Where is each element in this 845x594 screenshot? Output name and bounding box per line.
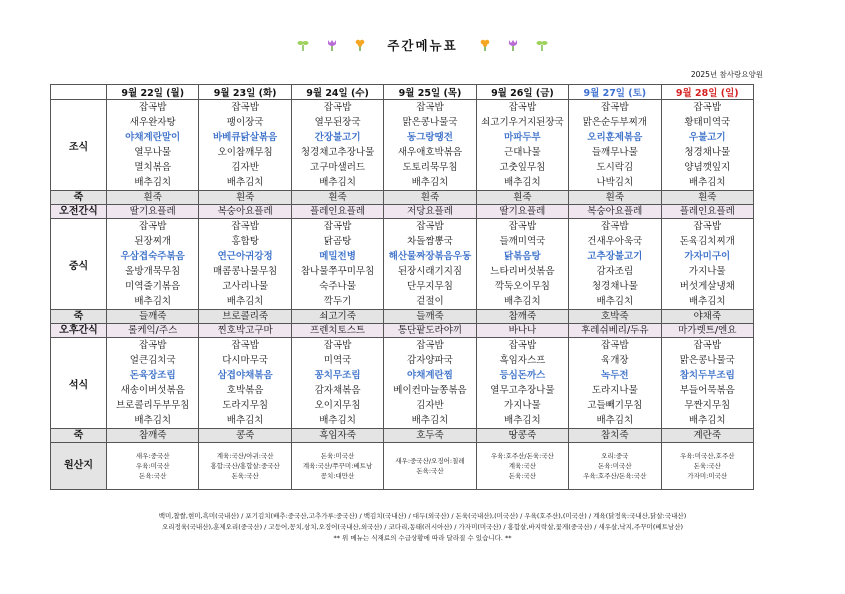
menu-item: 브로콜리두부무침 — [116, 400, 190, 411]
menu-item: 배추김치 — [226, 415, 264, 426]
main-dish: 마파두부 — [504, 132, 541, 143]
menu-item: 맑은콩나물국 — [402, 117, 458, 128]
origin-line: 새우:중국산/오징어:칠레 — [395, 457, 465, 465]
meal-cell — [291, 338, 383, 429]
menu-item: 흰죽 — [107, 191, 199, 205]
menu-item: 콩죽 — [199, 429, 291, 443]
origin-line: 우육:미국산,호주산 — [680, 452, 735, 460]
menu-item: 단무지무침 — [407, 281, 453, 292]
menu-item: 나박김치 — [596, 177, 634, 188]
origin-line: 돈육:국산 — [139, 472, 167, 480]
menu-item: 호박죽 — [569, 310, 661, 324]
menu-item: 감자조림 — [596, 266, 634, 277]
origin-line: 꽁치:대만산 — [320, 472, 355, 480]
menu-item: 통단팥도라야끼 — [384, 324, 476, 338]
main-dish: 야채계란말이 — [125, 132, 181, 143]
menu-item: 흑임자스프 — [499, 355, 546, 366]
main-dish: 오리훈제볶음 — [587, 132, 643, 143]
row-label-lunch: 중식 — [51, 219, 107, 310]
menu-item: 얼큰김치국 — [129, 355, 176, 366]
tulip-icon — [506, 38, 520, 52]
main-dish: 연근아귀강정 — [217, 251, 273, 262]
menu-item: 도라지무침 — [222, 400, 269, 411]
meal-cell — [107, 219, 199, 310]
menu-item: 오이참깨무침 — [217, 147, 273, 158]
menu-item: 쇠고기우거지된장국 — [481, 117, 564, 128]
menu-item: 참치죽 — [569, 429, 661, 443]
meal-cell — [661, 100, 753, 191]
menu-item: 부들어묵볶음 — [679, 385, 735, 396]
menu-item: 청경채고추장나물 — [300, 147, 375, 158]
meal-cell — [384, 100, 476, 191]
menu-item: 감자채볶음 — [314, 385, 361, 396]
menu-item: 미역줄기볶음 — [125, 281, 181, 292]
menu-item: 배추김치 — [319, 177, 356, 188]
menu-item: 흰죽 — [476, 191, 568, 205]
menu-item: 깍두기 — [323, 296, 352, 307]
meal-cell — [569, 100, 661, 191]
menu-item: 배추김치 — [134, 415, 172, 426]
menu-item: 김자반 — [231, 162, 259, 173]
menu-item: 잡곡밥 — [416, 102, 444, 113]
origin-line: 계육:국산/아귀:국산 — [216, 452, 274, 460]
menu-item: 흰죽 — [199, 191, 291, 205]
meal-cell — [476, 219, 568, 310]
menu-item: 된장찌개 — [134, 236, 172, 247]
menu-item: 배추김치 — [226, 177, 264, 188]
menu-item: 숙주나물 — [319, 281, 356, 292]
menu-item: 잡곡밥 — [508, 221, 537, 232]
menu-item: 플레인요플레 — [291, 205, 383, 219]
menu-item: 잡곡밥 — [231, 102, 259, 113]
main-dish: 삼겹야채볶음 — [217, 370, 273, 381]
main-dish: 고추장불고기 — [587, 251, 643, 262]
meal-cell — [476, 100, 568, 191]
origin-line: 오리:중국 — [601, 452, 629, 460]
menu-item: 찐호박고구마 — [199, 324, 291, 338]
row-am_snack — [51, 205, 754, 219]
meal-cell — [199, 338, 291, 429]
origin-footnote — [0, 511, 845, 544]
row-label-am_snack: 오전간식 — [51, 205, 107, 219]
origin-cell — [291, 443, 383, 490]
menu-item: 무짠지무침 — [684, 400, 731, 411]
menu-item: 들깨미역국 — [499, 236, 546, 247]
menu-item: 돈육김치찌개 — [679, 236, 735, 247]
row-label-origin: 원산지 — [51, 443, 107, 490]
disclaimer-note: ** 위 메뉴는 식재료의 수급상황에 따라 달라질 수 있습니다. ** — [333, 534, 512, 542]
menu-item: 배추김치 — [504, 177, 541, 188]
menu-item: 맑은순두부찌개 — [582, 117, 647, 128]
menu-item: 홍합탕 — [231, 236, 259, 247]
organization-name: 2025년 참사랑요양원 — [690, 70, 763, 79]
origin-cell — [476, 443, 568, 490]
date-header-wed: 9월 24일 (수) — [291, 85, 383, 100]
menu-item: 새우완자탕 — [129, 117, 176, 128]
sprout-icon — [535, 38, 549, 52]
main-dish: 가자미구이 — [684, 251, 731, 262]
origin-line: 우육:호주산/돈육:국산 — [490, 452, 554, 460]
menu-item: 쇠고기죽 — [291, 310, 383, 324]
menu-item: 된장시래기지짐 — [397, 266, 463, 277]
meal-row-breakfast — [51, 100, 754, 191]
main-dish: 우삼겹숙주볶음 — [120, 251, 185, 262]
menu-item: 버섯게살냉채 — [679, 281, 735, 292]
origin-line: 새우:중국산 — [135, 452, 170, 460]
meal-cell — [476, 338, 568, 429]
row-label-porridge: 죽 — [51, 429, 107, 443]
main-dish: 등심돈까스 — [499, 370, 546, 381]
date-header-thu: 9월 25일 (목) — [384, 85, 476, 100]
origin-line: 홍합:국산/홍합살:중국산 — [210, 462, 280, 470]
menu-item: 배추김치 — [226, 296, 264, 307]
menu-item: 딸기요플레 — [476, 205, 568, 219]
row-label-pm_snack: 오후간식 — [51, 324, 107, 338]
menu-item: 잡곡밥 — [416, 221, 444, 232]
menu-item: 가지나물 — [688, 266, 726, 277]
menu-item: 저당요플레 — [384, 205, 476, 219]
meal-cell — [291, 100, 383, 191]
row-label-porridge: 죽 — [51, 310, 107, 324]
menu-item: 팽이장국 — [226, 117, 264, 128]
menu-item: 닭곰탕 — [323, 236, 352, 247]
menu-item: 배추김치 — [596, 296, 634, 307]
menu-item: 잡곡밥 — [601, 340, 629, 351]
menu-item: 맑은콩나물국 — [679, 355, 735, 366]
menu-item: 잡곡밥 — [323, 102, 352, 113]
menu-item: 배추김치 — [319, 415, 356, 426]
menu-item: 잡곡밥 — [508, 102, 537, 113]
meal-cell — [291, 219, 383, 310]
menu-item: 들깨죽 — [107, 310, 199, 324]
menu-item: 잡곡밥 — [231, 340, 259, 351]
menu-item: 잡곡밥 — [693, 102, 722, 113]
menu-item: 잡곡밥 — [138, 102, 167, 113]
origin-line: 계육:국산/쭈꾸미:베트남 — [302, 462, 373, 470]
menu-item: 배추김치 — [411, 177, 449, 188]
main-dish: 메밀전병 — [319, 251, 356, 262]
menu-item: 잡곡밥 — [693, 221, 722, 232]
main-dish: 동그랑땡전 — [407, 132, 453, 143]
menu-item: 계란죽 — [661, 429, 753, 443]
origin-line: 우육:호주산/돈육:국산 — [583, 472, 647, 480]
menu-item: 롤케익/주스 — [107, 324, 199, 338]
menu-item: 배추김치 — [411, 415, 449, 426]
menu-item: 들깨죽 — [384, 310, 476, 324]
menu-item: 도라지나물 — [591, 385, 638, 396]
menu-item: 프렌치토스트 — [291, 324, 383, 338]
origin-cell — [199, 443, 291, 490]
menu-item: 가지나물 — [504, 400, 541, 411]
menu-item: 깍둑오이무침 — [494, 281, 550, 292]
main-dish: 바베큐닭살볶음 — [213, 132, 278, 143]
menu-item: 다시마무국 — [222, 355, 269, 366]
origin-cell — [384, 443, 476, 490]
main-dish: 해산물짜장볶음우동 — [388, 251, 472, 262]
menu-item: 배추김치 — [596, 415, 634, 426]
tulip-icon — [325, 38, 339, 52]
menu-item: 매콤콩나물무침 — [213, 266, 278, 277]
menu-item: 잡곡밥 — [138, 340, 167, 351]
menu-item: 청경채나물 — [591, 281, 638, 292]
main-dish: 꽁치무조림 — [314, 370, 361, 381]
meal-cell — [107, 338, 199, 429]
row-porridge_dinner — [51, 429, 754, 443]
meal-cell — [199, 100, 291, 191]
menu-item: 청경채나물 — [684, 147, 731, 158]
menu-item: 미역국 — [323, 355, 352, 366]
origin-cell — [661, 443, 753, 490]
origin-line: 돈육:국산 — [416, 467, 444, 475]
menu-item: 딸기요플레 — [107, 205, 199, 219]
origin-cell — [569, 443, 661, 490]
menu-item: 복숭아요플레 — [569, 205, 661, 219]
meal-cell — [661, 338, 753, 429]
menu-item: 잡곡밥 — [601, 102, 629, 113]
origin-line: 돈육:미국산 — [598, 462, 632, 470]
footnote-line: 오리정육(국내산),훈제오리(중국산) / 고등어,꽁치,삼치,오징어(국내산,외국산) / 코다리,동태(러시아산) / 가자미(미국산) / 홍합살,바지락살,꽃게(중국산) / 새우살,낙지,주꾸미(베트남산) — [161, 523, 684, 531]
menu-item: 바나나 — [476, 324, 568, 338]
date-header-tue: 9월 23일 (화) — [199, 85, 291, 100]
menu-item: 건새우아욱국 — [587, 236, 643, 247]
menu-item: 땅콩죽 — [476, 429, 568, 443]
origin-line: 우육:미국산 — [135, 462, 170, 470]
meal-cell — [107, 100, 199, 191]
menu-item: 잡곡밥 — [693, 340, 722, 351]
date-header-sat: 9월 27일 (토) — [569, 85, 661, 100]
menu-item: 흰죽 — [661, 191, 753, 205]
menu-item: 잡곡밥 — [323, 340, 352, 351]
date-header-sun: 9월 28일 (일) — [661, 85, 753, 100]
menu-item: 후레쉬베리/두유 — [569, 324, 661, 338]
menu-item: 새송이버섯볶음 — [120, 385, 185, 396]
menu-item: 차돌짬뽕국 — [407, 236, 453, 247]
row-label-breakfast: 조식 — [51, 100, 107, 191]
menu-item: 배추김치 — [134, 177, 172, 188]
menu-item: 열무나물 — [134, 147, 172, 158]
row-label-porridge: 죽 — [51, 191, 107, 205]
title-row — [0, 36, 845, 58]
origin-line: 돈육:국산 — [508, 472, 537, 480]
menu-item: 고사리나물 — [222, 281, 269, 292]
menu-item: 느타리버섯볶음 — [490, 266, 555, 277]
date-header-fri: 9월 26일 (금) — [476, 85, 568, 100]
row-porridge_am — [51, 191, 754, 205]
menu-item: 김자반 — [416, 400, 444, 411]
menu-item: 멸치볶음 — [134, 162, 172, 173]
menu-item: 잡곡밥 — [323, 221, 352, 232]
menu-item: 참나물쭈꾸미무침 — [300, 266, 375, 277]
origin-line: 돈육:국산 — [693, 462, 721, 470]
menu-item: 야채죽 — [661, 310, 753, 324]
menu-item: 베이컨마늘쫑볶음 — [393, 385, 467, 396]
page-title: 주간메뉴표 — [387, 38, 458, 53]
menu-item: 잡곡밥 — [508, 340, 537, 351]
menu-item: 고들빼기무침 — [587, 400, 643, 411]
meal-cell — [384, 219, 476, 310]
menu-item: 참깨죽 — [476, 310, 568, 324]
origin-cell — [107, 443, 199, 490]
menu-item: 흰죽 — [569, 191, 661, 205]
menu-item: 도시락김 — [596, 162, 634, 173]
menu-item: 잡곡밥 — [601, 221, 629, 232]
footnote-line: 백미,찹쌀,현미,흑미(국내산) / 포기김치(배추:중국산,고추가루:중국산) / 백김치(국내산) / 대두(외국산) / 돈육(국내산),(미국산) / 우육(호주산),(미국산) / 계육(닭정육:국내산,닭살:국내산) — [158, 512, 687, 520]
meal-cell — [199, 219, 291, 310]
menu-item: 양념깻잎지 — [684, 162, 731, 173]
meal-cell — [384, 338, 476, 429]
date-header-mon: 9월 22일 (월) — [107, 85, 199, 100]
menu-item: 감자양파국 — [407, 355, 453, 366]
meal-row-lunch — [51, 219, 754, 310]
menu-item: 배추김치 — [134, 296, 172, 307]
main-dish: 간장불고기 — [314, 132, 361, 143]
header-corner — [51, 85, 107, 100]
meal-row-dinner — [51, 338, 754, 429]
row-label-dinner: 석식 — [51, 338, 107, 429]
menu-item: 열무고추장나물 — [490, 385, 555, 396]
menu-item: 배추김치 — [504, 296, 541, 307]
menu-item: 들깨무나물 — [591, 147, 638, 158]
menu-item: 마가렛트/엔요 — [661, 324, 753, 338]
menu-item: 오이지무침 — [314, 400, 361, 411]
menu-item: 플레인요플레 — [661, 205, 753, 219]
weekly-menu-table — [50, 84, 754, 490]
menu-item: 호박볶음 — [226, 385, 264, 396]
origin-line: 계육:국산 — [508, 462, 537, 470]
menu-item: 고춧잎무침 — [499, 162, 546, 173]
main-dish: 녹두전 — [601, 370, 629, 381]
menu-item: 잡곡밥 — [416, 340, 444, 351]
menu-item: 배추김치 — [688, 296, 726, 307]
menu-item: 브로콜리죽 — [199, 310, 291, 324]
meal-cell — [569, 338, 661, 429]
origin-line: 가자미:미국산 — [687, 472, 728, 480]
main-dish: 우불고기 — [688, 132, 726, 143]
row-pm_snack — [51, 324, 754, 338]
sprout-icon — [296, 38, 310, 52]
menu-item: 참깨죽 — [107, 429, 199, 443]
main-dish: 참치두부조림 — [679, 370, 735, 381]
main-dish: 야채계란찜 — [407, 370, 453, 381]
meal-cell — [661, 219, 753, 310]
menu-item: 잡곡밥 — [138, 221, 167, 232]
meal-cell — [569, 219, 661, 310]
menu-item: 황태미역국 — [684, 117, 731, 128]
row-porridge_lunch — [51, 310, 754, 324]
menu-item: 배추김치 — [504, 415, 541, 426]
main-dish: 돈육장조림 — [129, 370, 176, 381]
row-origin — [51, 443, 754, 490]
menu-item: 열무된장국 — [314, 117, 361, 128]
menu-item: 배추김치 — [688, 177, 726, 188]
date-header-row — [51, 85, 754, 100]
menu-item: 겉절이 — [416, 296, 444, 307]
menu-item: 호두죽 — [384, 429, 476, 443]
menu-item: 잡곡밥 — [231, 221, 259, 232]
menu-item: 복숭아요플레 — [199, 205, 291, 219]
origin-line: 돈육:미국산 — [320, 452, 355, 460]
menu-item: 근대나물 — [504, 147, 541, 158]
menu-item: 흑임자죽 — [291, 429, 383, 443]
main-dish: 닭볶음탕 — [504, 251, 541, 262]
menu-item: 올방개묵무침 — [125, 266, 181, 277]
menu-item: 흰죽 — [384, 191, 476, 205]
origin-line: 돈육:국산 — [231, 472, 259, 480]
menu-item: 배추김치 — [688, 415, 726, 426]
flower-icon — [478, 38, 492, 52]
flower-icon — [353, 38, 367, 52]
menu-item: 육개장 — [601, 355, 629, 366]
menu-item: 고구마샐러드 — [310, 162, 366, 173]
menu-item: 새우애호박볶음 — [397, 147, 463, 158]
menu-item: 도토리묵무침 — [402, 162, 458, 173]
menu-item: 흰죽 — [291, 191, 383, 205]
